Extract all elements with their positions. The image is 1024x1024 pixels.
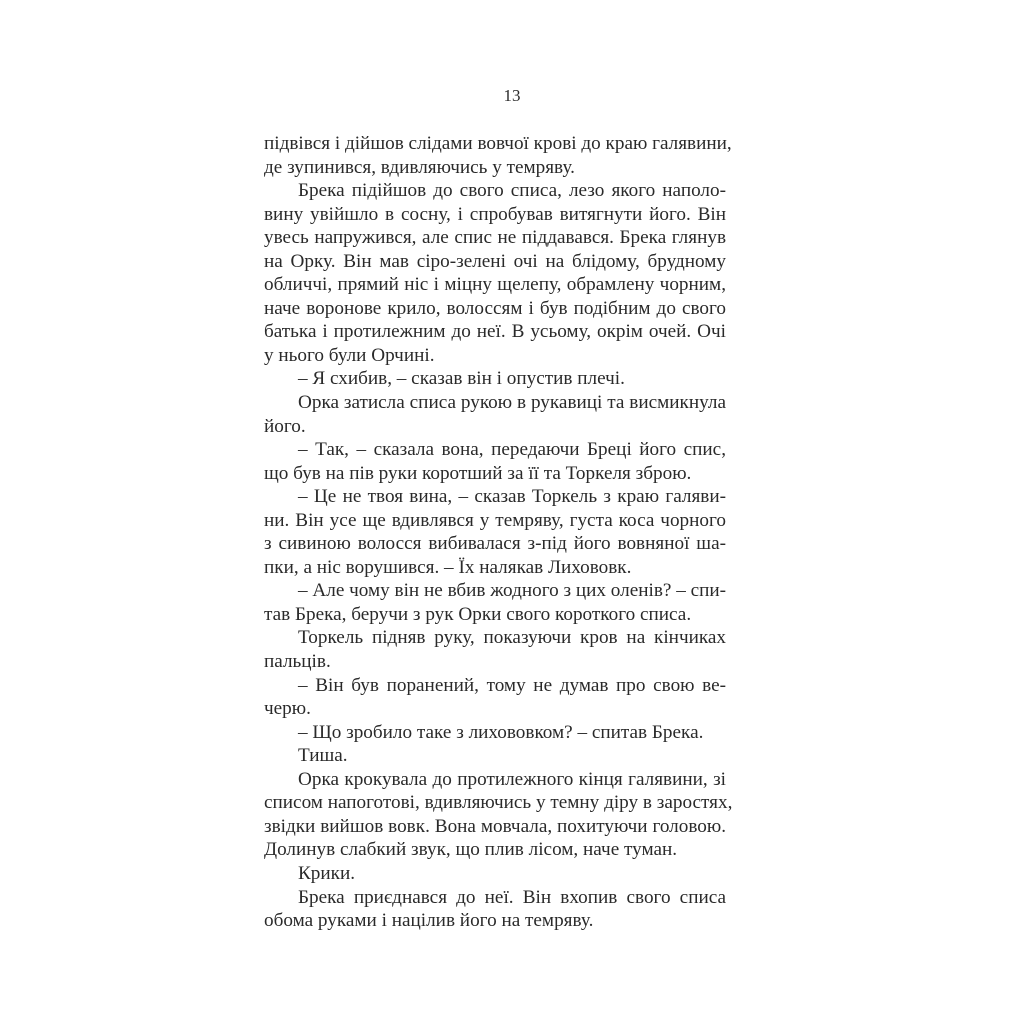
text-line: – Це не твоя вина, – сказав Торкель з краю галяви- — [298, 486, 726, 508]
text-line: – Так, – сказала вона, передаючи Бреці його спис, — [298, 439, 726, 461]
text-line: – Але чому він не вбив жодного з цих оленів? – спи- — [298, 580, 727, 602]
page-number: 13 — [503, 86, 521, 105]
text-line: – Я схибив, – сказав він і опустив плечі. — [298, 368, 625, 390]
text-line: – Він був поранений, тому не думав про свою ве- — [298, 674, 726, 696]
text-line: Орка затисла списа рукою в рукавиці та висмикнула — [298, 392, 726, 414]
text-line: ни. Він усе ще вдивлявся у темряву, густа коса чорного — [264, 509, 726, 531]
body-text — [264, 132, 733, 933]
text-line: Брека підійшов до свого списа, лезо якого наполо- — [298, 180, 726, 202]
text-line: у нього були Орчині. — [264, 344, 435, 366]
text-line: – Що зробило таке з лихововком? – спитав Брека. — [298, 721, 704, 743]
text-line: Торкель підняв руку, показуючи кров на кінчиках — [298, 627, 726, 649]
text-line: обличчі, прямий ніс і міцну щелепу, обрамлену чорним, — [264, 274, 726, 296]
text-line: Крики. — [298, 862, 356, 884]
text-line: Брека приєднався до неї. Він вхопив свого списа — [298, 886, 726, 908]
text-line: на Орку. Він мав сіро-зелені очі на блідому, брудному — [264, 250, 726, 272]
text-line: обома руками і націлив його на темряву. — [264, 910, 594, 932]
text-line: тав Брека, беручи з рук Орки свого короткого списа. — [264, 603, 692, 625]
text-line: пки, а ніс ворушився. – Їх налякав Лихововк. — [264, 556, 632, 578]
text-line: пальців. — [264, 651, 331, 673]
text-line: з сивиною волосся вибивалася з-під його вовняної ша- — [264, 533, 726, 555]
text-line: списом напоготові, вдивляючись у темну діру в заростях, — [264, 792, 733, 814]
text-line: черю. — [264, 698, 311, 720]
text-line: батька і протилежним до неї. В усьому, окрім очей. Очі — [264, 321, 726, 343]
text-line: де зупинився, вдивляючись у темряву. — [264, 156, 575, 178]
text-line: Орка крокувала до протилежного кінця галявини, зі — [298, 768, 726, 790]
text-line: Тиша. — [298, 745, 348, 767]
text-line: увесь напружився, але спис не піддавався. Брека глянув — [264, 227, 726, 249]
text-line: звідки вийшов вовк. Вона мовчала, похитуючи головою. — [264, 815, 726, 837]
text-line: підвівся і дійшов слідами вовчої крові до краю галявини, — [264, 133, 732, 154]
text-line: вину увійшло в сосну, і спробував витягнути його. Він — [264, 203, 726, 225]
text-line: його. — [264, 415, 306, 437]
text-line: Долинув слабкий звук, що плив лісом, наче туман. — [264, 839, 678, 861]
text-line: наче воронове крило, волоссям і був подібним до свого — [264, 297, 726, 319]
text-line: що був на пів руки коротший за її та Торкеля зброю. — [264, 462, 692, 484]
